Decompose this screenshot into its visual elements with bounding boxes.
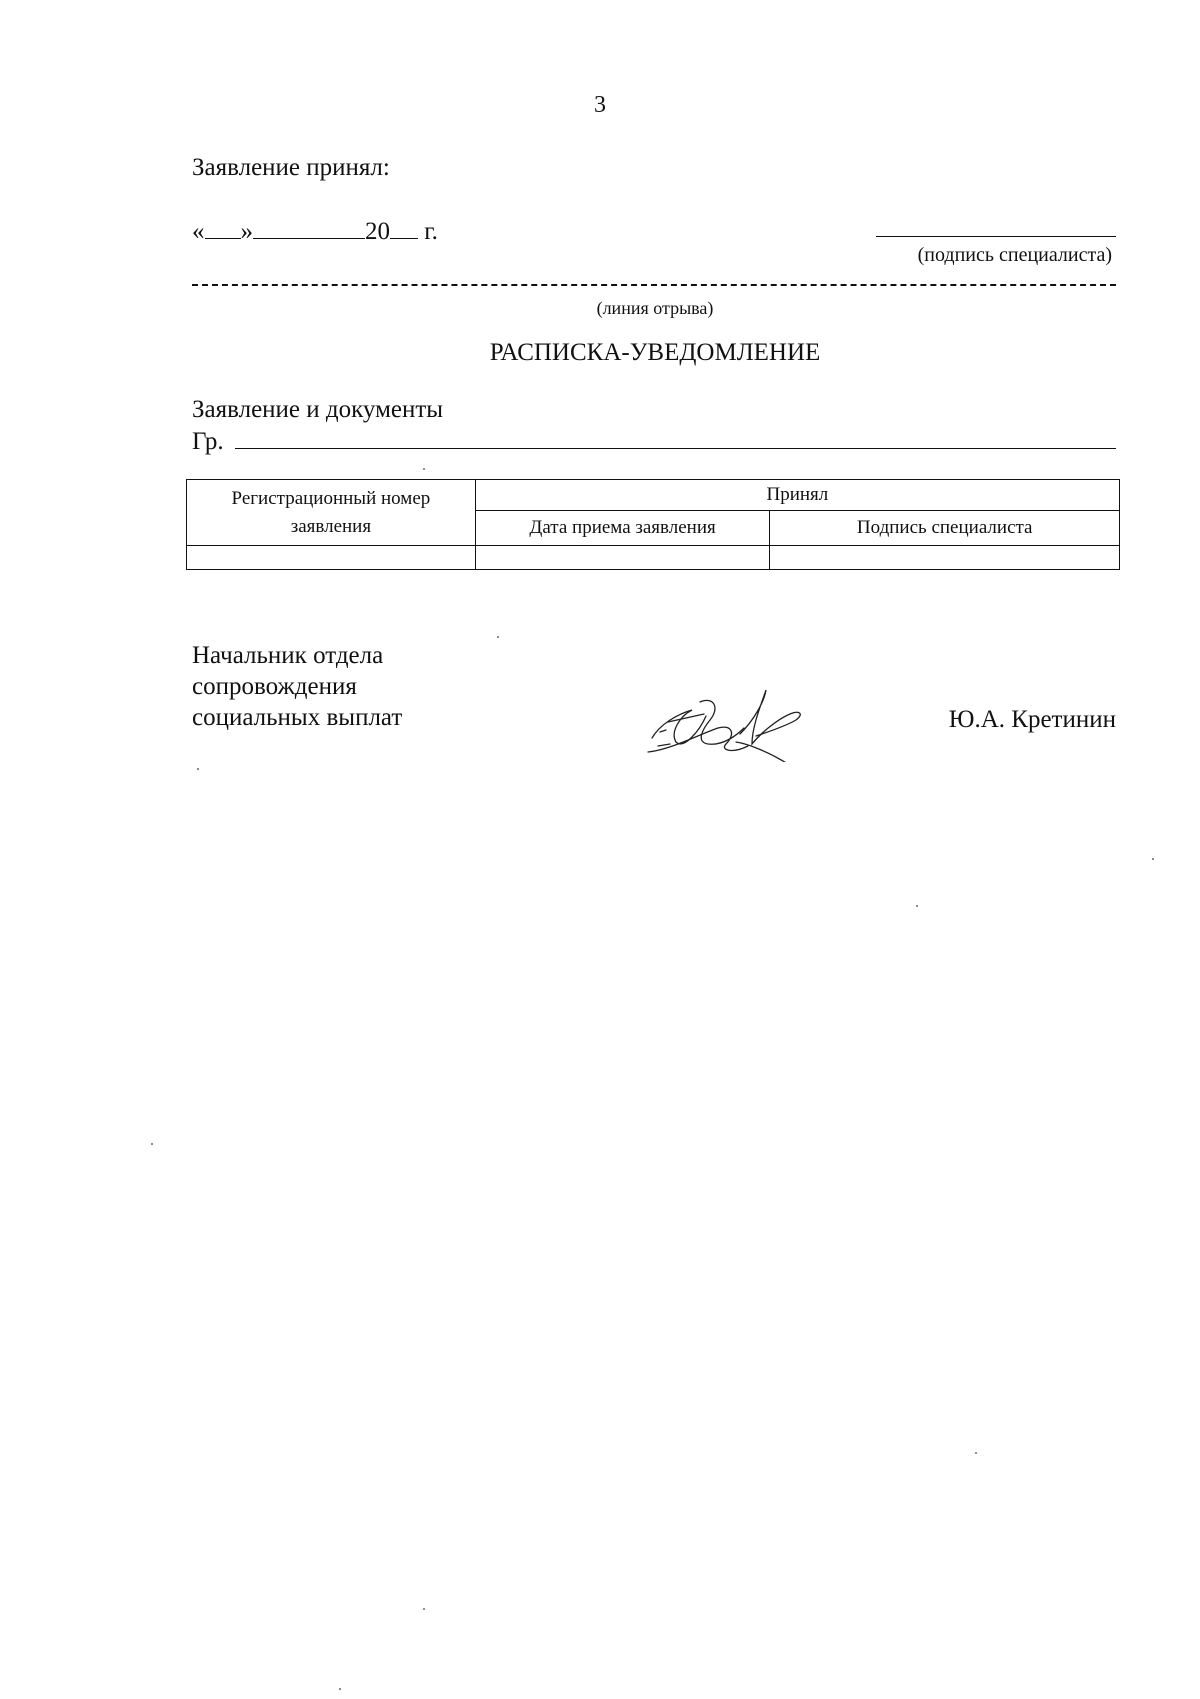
scan-speck — [1152, 858, 1154, 860]
cut-line — [192, 284, 1116, 286]
date-close-quote: » — [240, 218, 253, 245]
registration-table — [186, 479, 1120, 570]
position-line: сопровождения — [192, 673, 357, 700]
cut-line-caption: (линия отрыва) — [596, 298, 714, 318]
scan-speck — [423, 1608, 425, 1610]
scan-speck — [916, 905, 918, 907]
month-blank[interactable] — [253, 214, 365, 239]
docs-label: Заявление и документы — [192, 396, 444, 423]
signatory-name: Ю.А. Кретинин — [948, 706, 1116, 733]
year-suffix: г. — [424, 218, 438, 245]
specialist-signature-line[interactable] — [876, 236, 1116, 237]
handwritten-signature — [640, 684, 820, 762]
position-title — [192, 640, 402, 733]
scan-speck — [197, 768, 199, 770]
date-cell[interactable] — [475, 546, 770, 570]
accepted-label: Заявление принял: — [192, 154, 390, 181]
scan-speck — [975, 1452, 977, 1454]
signature-cell[interactable] — [770, 546, 1120, 570]
receipt-title: РАСПИСКА-УВЕДОМЛЕНИЕ — [489, 339, 821, 366]
day-blank[interactable] — [205, 214, 241, 239]
scan-speck — [339, 1688, 341, 1690]
registration-number-cell[interactable] — [187, 546, 476, 570]
col-date-header: Дата приема заявления — [475, 511, 770, 546]
scan-speck — [423, 468, 425, 470]
position-line: социальных выплат — [192, 704, 403, 731]
col-registration-number-header: Регистрационный номер заявления — [187, 480, 476, 546]
col-signature-header: Подпись специалиста — [770, 511, 1120, 546]
year-prefix: 20 — [365, 218, 390, 245]
scan-speck — [151, 1143, 153, 1145]
citizen-label: Гр. — [192, 428, 224, 455]
scan-speck — [497, 636, 499, 638]
year-blank[interactable] — [390, 214, 418, 239]
signature-caption: (подпись специалиста) — [917, 244, 1112, 266]
page-number: 3 — [594, 92, 606, 118]
group-header-accepted: Принял — [475, 480, 1119, 511]
position-line: Начальник отдела — [192, 642, 384, 669]
citizen-name-line[interactable] — [235, 448, 1116, 449]
date-open-quote: « — [192, 218, 205, 245]
date-line — [192, 214, 438, 247]
